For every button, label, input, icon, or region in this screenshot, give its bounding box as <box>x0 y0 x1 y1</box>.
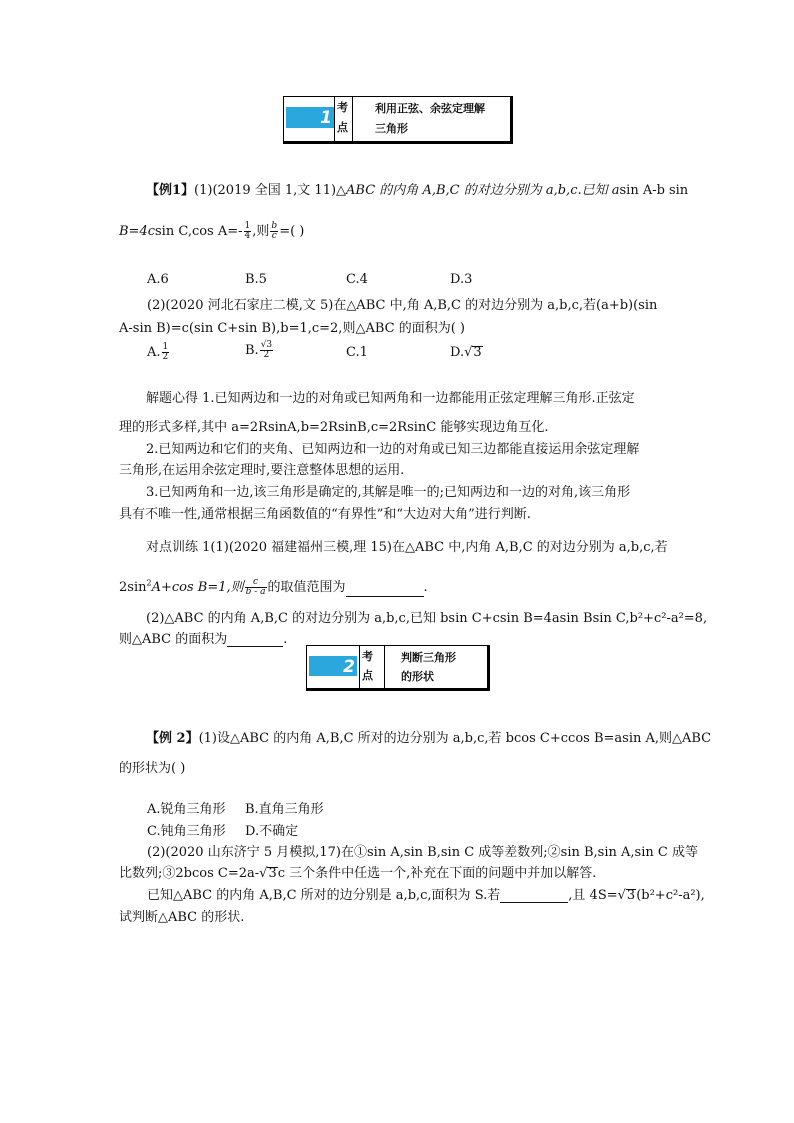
practice1-line2 <box>119 576 428 597</box>
example2-part2-line2: 比数列;③2bcos C=2a-√3c 三个条件中任选一个,补充在下面的问题中并加以解答. <box>119 866 597 881</box>
problem-text: B=4c <box>119 224 155 239</box>
problem-text: sin C,cos A=- <box>155 224 243 239</box>
problem-text: 2sin <box>119 580 147 595</box>
problem-text: (b²+c²-a²), <box>636 888 705 903</box>
example2-line2: 的形状为( ) <box>119 761 186 776</box>
option-label: A. <box>147 345 161 360</box>
problem-text: . <box>423 580 428 595</box>
problem-text: 比数列;③2bcos C=2a- <box>119 866 260 881</box>
practice1-part2-line2 <box>119 628 287 647</box>
problem-text: 则△ABC 的面积为 <box>119 632 228 647</box>
section-header-1 <box>283 96 513 144</box>
fraction-numerator: c <box>245 578 267 588</box>
problem-text: 在△ABC 中,角 A,B,C 的对边分别为 a,b,c,若(a+b)(sin <box>333 298 658 313</box>
practice1-line1: 对点训练 1(1)(2020 福建福州三模,理 15)在△ABC 中,内角 A,B,C 的对边分别为 a,b,c,若 <box>146 540 668 555</box>
answer-blank[interactable] <box>227 634 283 647</box>
section-title-line1: 判断三角形 <box>401 651 456 664</box>
option-c: C.4 <box>346 272 368 287</box>
tips-line6: 具有不唯一性,通常根据三角函数值的“有界性”和“大边对大角”进行判断. <box>119 507 531 522</box>
section-badge-number: 1 <box>320 108 332 128</box>
superscript: 2 <box>146 578 152 588</box>
source-citation: (1)(2019 全国 1,文 11) <box>194 183 337 198</box>
option-d: D.√3 <box>450 345 482 360</box>
section-badge-1 <box>286 107 334 128</box>
tips-line1: 解题心得 1.已知两边和一边的对角或已知两角和一边都能用正弦定理解三角形.正弦定 <box>146 391 635 406</box>
problem-text: sin A-b <box>619 183 665 198</box>
problem-text: . <box>283 632 288 647</box>
fraction-denominator: b - a <box>245 587 266 597</box>
example2-part2-line4: 试判断△ABC 的形状. <box>119 910 245 925</box>
option-c: C.钝角三角形 <box>147 824 226 839</box>
fraction-denominator: 2 <box>162 352 169 362</box>
section-badge-number: 2 <box>343 657 355 677</box>
example2-line1 <box>146 727 711 746</box>
option-d: D.不确定 <box>245 824 299 839</box>
example1-part2-line1 <box>147 294 657 313</box>
fraction <box>245 578 267 597</box>
tips-line3: 2.已知两边和它们的夹角、已知两边和一边的对角或已知三边都能直接运用余弦定理解 <box>146 442 640 457</box>
section-label-cell <box>334 97 352 141</box>
option-a: A.锐角三角形 <box>147 802 226 817</box>
fraction <box>162 343 170 362</box>
fraction <box>260 341 273 360</box>
example1-part2-line2 <box>119 317 465 336</box>
problem-text: ,且 4S= <box>568 888 618 903</box>
option-a <box>147 343 170 362</box>
answer-blank[interactable] <box>346 584 424 597</box>
section-label-top: 考 <box>337 101 348 114</box>
problem-text: c 三个条件中任选一个,补充在下面的问题中并加以解答. <box>277 866 597 881</box>
section-title-line2: 三角形 <box>375 122 408 135</box>
example2-part2-line1: (2)(2020 山东济宁 5 月模拟,17)在①sin A,sin B,sin C 成等差数列;②sin B,sin A,sin C 成等 <box>147 845 698 860</box>
section-label-bottom: 点 <box>337 121 348 134</box>
section-header-2 <box>306 645 490 691</box>
section-label-cell <box>359 646 384 688</box>
fraction <box>270 222 278 241</box>
section-title-line2: 的形状 <box>401 670 434 683</box>
example2-part2-line3: 已知△ABC 的内角 A,B,C 所对的边分别是 a,b,c,面积为 S.若 ,且 4S=√3(b²+c²-a²), <box>147 888 705 903</box>
option-d: D.3 <box>450 272 473 287</box>
answer-blank[interactable] <box>500 890 568 903</box>
section-title-line1: 利用正弦、余弦定理解 <box>375 102 485 115</box>
sqrt-radicand: 3 <box>626 888 636 903</box>
problem-text: 已知△ABC 的内角 A,B,C 所对的边分别是 a,b,c,面积为 S.若 <box>147 888 501 903</box>
practice1-part2-line1: (2)△ABC 的内角 A,B,C 的对边分别为 a,b,c,已知 bsin C+csin B=4asin Bsin C,b²+c²-a²=8, <box>146 611 708 626</box>
option-c: C.1 <box>346 345 368 360</box>
option-b <box>245 341 274 360</box>
sqrt-radicand: 3 <box>473 345 482 360</box>
fraction-numerator: √3 <box>260 340 273 350</box>
example1-line1 <box>146 179 688 198</box>
section-label-bottom: 点 <box>362 669 373 682</box>
example-tag: 【例 2】 <box>146 731 199 746</box>
problem-text: (1)设△ABC 的内角 A,B,C 所对的边分别为 a,b,c,若 bcos C+ccos B=asin A,则△ABC <box>198 731 712 746</box>
sqrt-radicand: 3 <box>268 866 277 881</box>
fraction-numerator: 1 <box>162 342 169 352</box>
tips-line5: 3.已知两角和一边,该三角形是确定的,其解是唯一的;已知两边和一边的对角,该三角形 <box>146 485 631 500</box>
problem-text: =( ) <box>279 224 305 239</box>
section-title-cell <box>352 97 510 141</box>
tips-line2: 理的形式多样,其中 a=2RsinA,b=2RsinB,c=2RsinC 能够实现边角互化. <box>119 420 549 435</box>
option-label: D. <box>450 345 465 360</box>
problem-text: A+cos B=1,则 <box>151 580 244 595</box>
problem-text: ,则 <box>252 224 270 239</box>
section-badge-2 <box>309 656 357 676</box>
problem-text: sin <box>668 183 689 198</box>
option-label: B. <box>245 343 259 358</box>
tips-line4: 三角形,在运用余弦定理时,要注意整体思想的运用. <box>119 463 405 478</box>
problem-text: A-sin B)=c(sin C+sin B),b=1,c=2,则△ABC 的面积为( ) <box>119 321 465 336</box>
fraction-denominator: c <box>271 231 277 241</box>
fraction-numerator: b <box>271 221 278 231</box>
fraction-denominator: 2 <box>263 350 270 360</box>
source-citation: (2)(2020 河北石家庄二模,文 5) <box>147 298 334 313</box>
problem-text: △ABC 的内角 A,B,C 的对边分别为 a,b,c.已知 a <box>336 183 620 198</box>
example-tag: 【例1】 <box>146 183 195 198</box>
option-b: B.5 <box>245 272 267 287</box>
fraction-numerator: 1 <box>244 221 251 231</box>
example1-line2 <box>119 220 304 241</box>
option-b: B.直角三角形 <box>245 802 324 817</box>
fraction <box>244 222 252 241</box>
section-label-top: 考 <box>362 650 373 663</box>
option-a: A.6 <box>147 272 169 287</box>
section-title-cell <box>384 646 487 688</box>
problem-text: 的取值范围为 <box>267 580 346 595</box>
fraction-denominator: 4 <box>244 231 251 241</box>
